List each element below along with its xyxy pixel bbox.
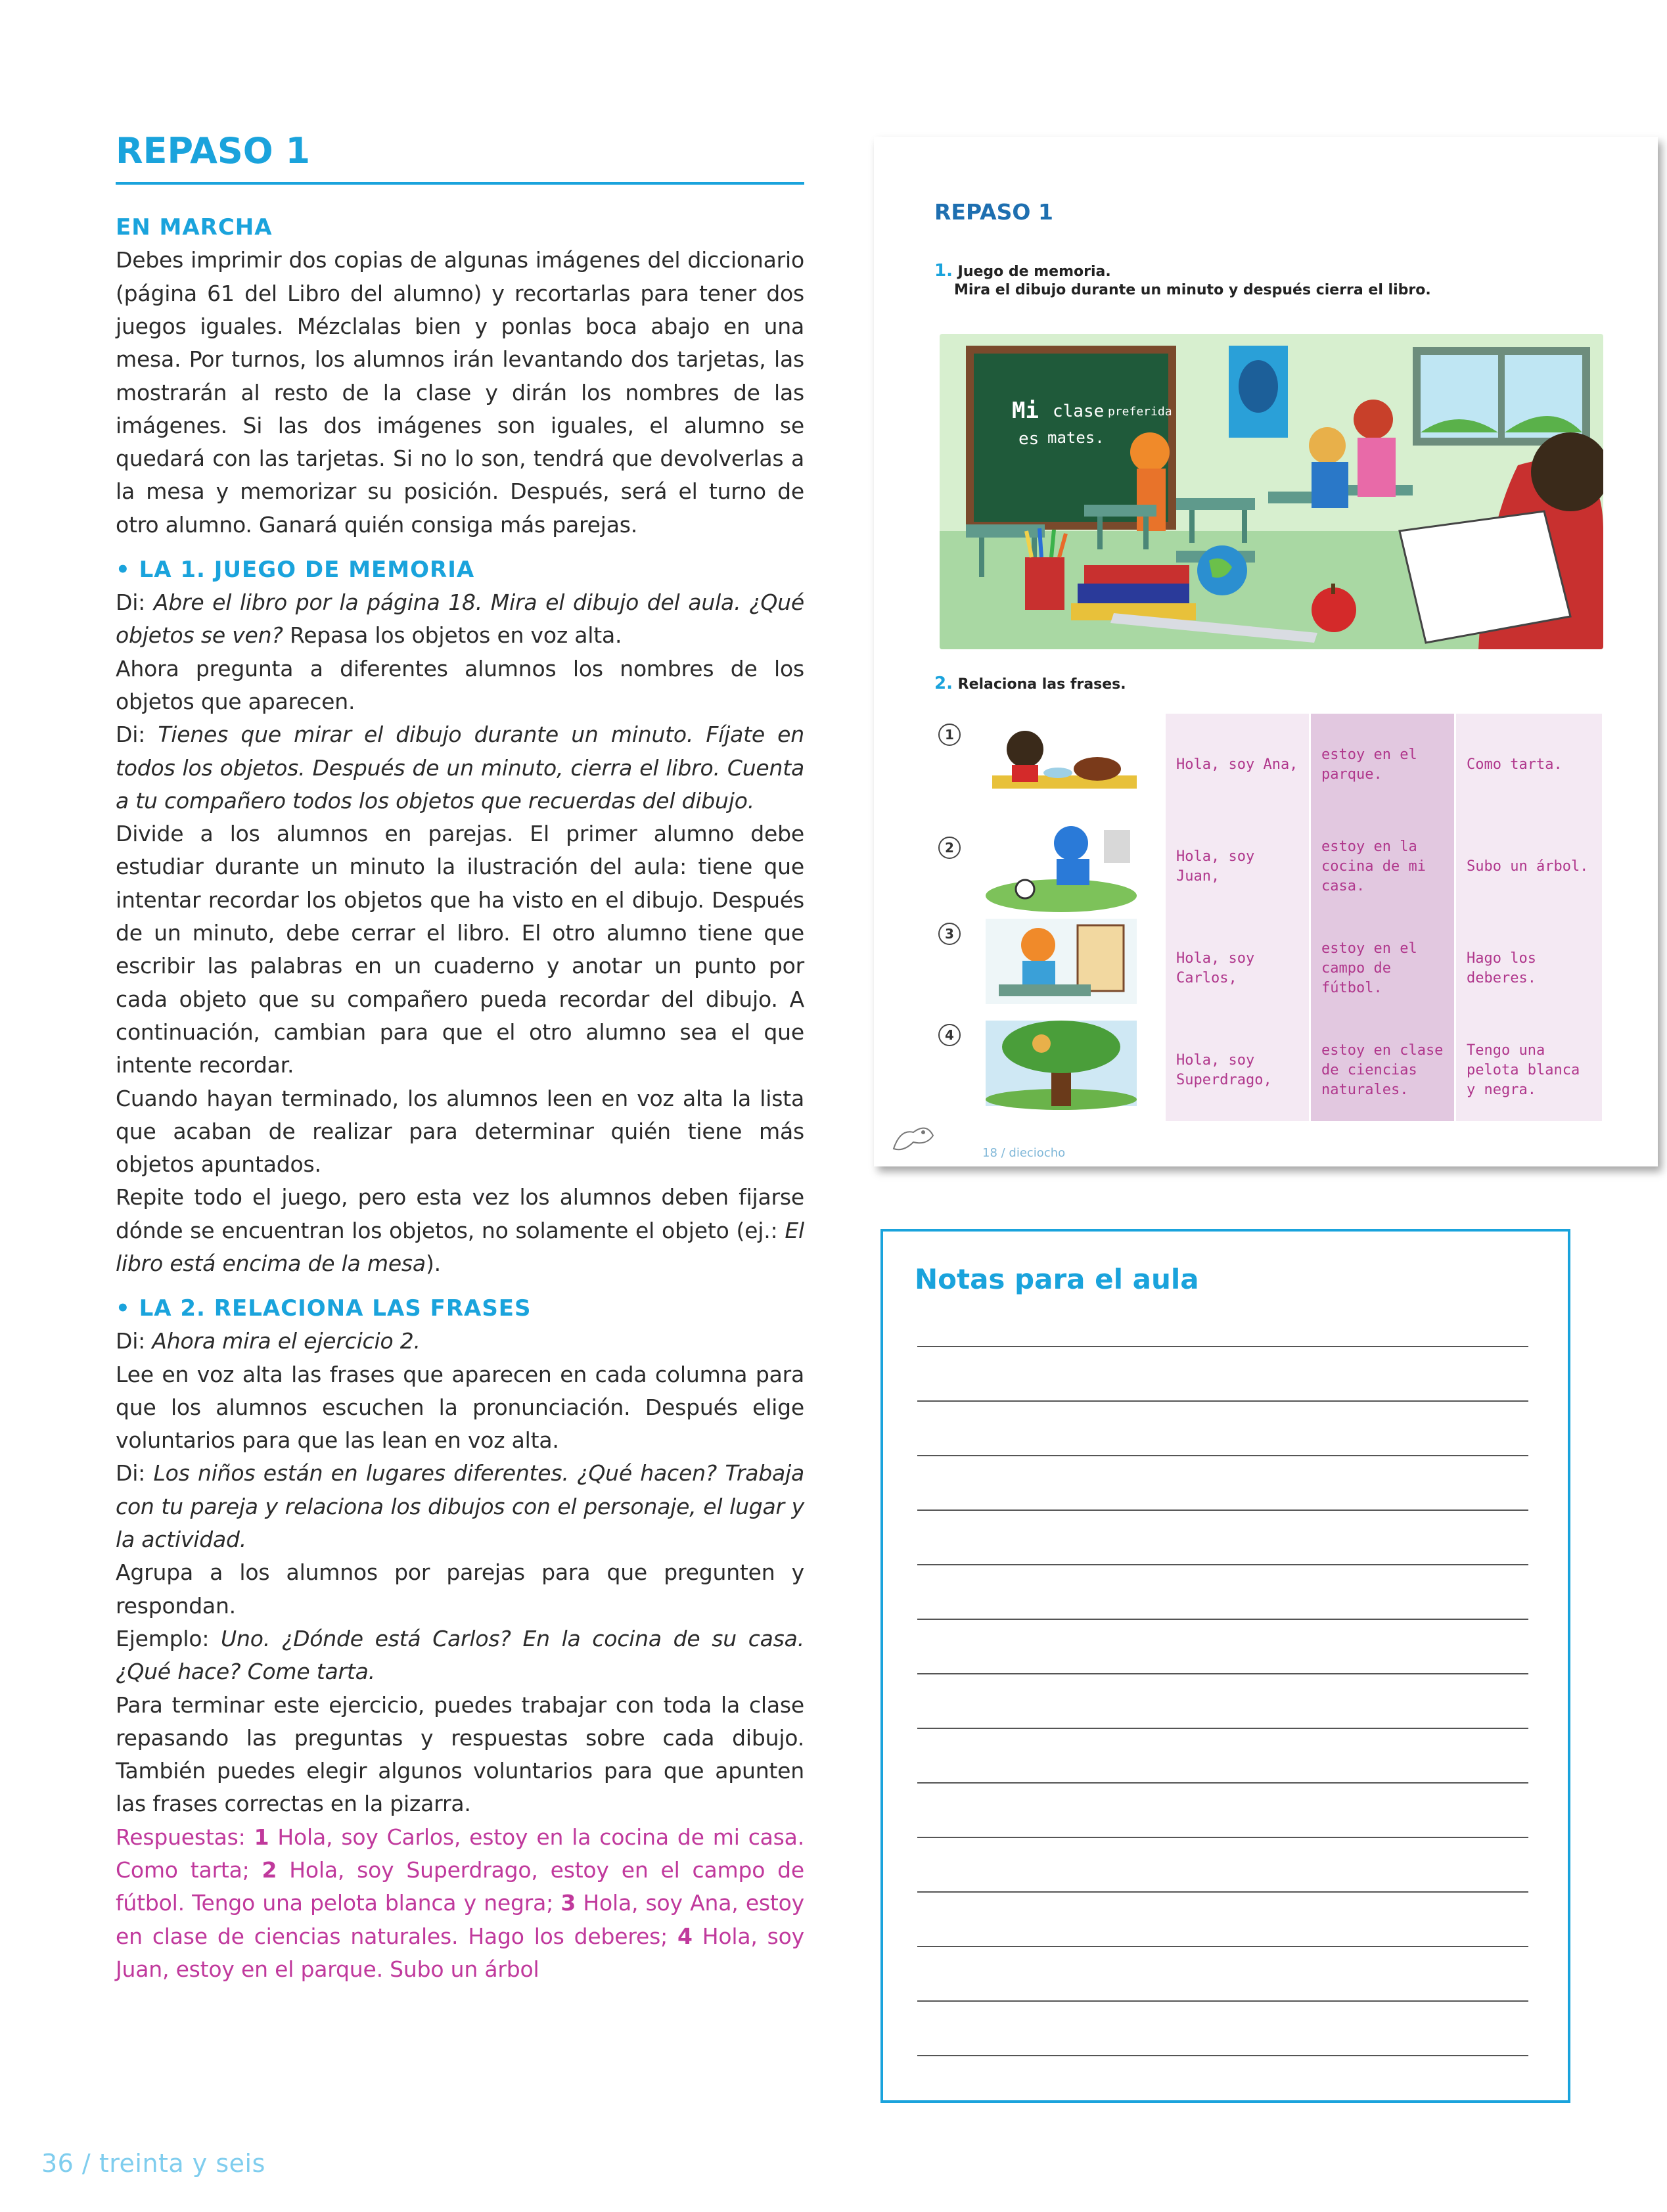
blackboard-text-4: es bbox=[1018, 429, 1039, 449]
dragon-doodle-icon bbox=[887, 1116, 940, 1155]
note-writing-line bbox=[917, 1728, 1528, 1729]
note-writing-line bbox=[917, 1891, 1528, 1893]
book-page-footer: 18 / dieciocho bbox=[982, 1146, 1066, 1160]
book-exercise-2-instruction: 2. Relaciona las frases. bbox=[934, 674, 1126, 693]
notes-title: Notas para el aula bbox=[915, 1263, 1199, 1295]
la1-paragraph-3: Di: Tienes que mirar el dibujo durante un minuto. Fíjate en todos los objetos. Después de un minuto, cierra el libro. Cuenta a tu compañero todos los objetos que recuerdas del dibujo. bbox=[116, 722, 805, 814]
note-writing-line bbox=[917, 1455, 1528, 1456]
table-cell: Hola, soy Carlos, bbox=[1166, 917, 1311, 1019]
note-writing-line bbox=[917, 1619, 1528, 1620]
classroom-notes-box bbox=[880, 1229, 1570, 2103]
la1-paragraph-5: Cuando hayan terminado, los alumnos leen en voz alta la lista que acaban de realizar para determinar quién tiene más objetos apuntados. bbox=[116, 1085, 804, 1178]
blackboard-text-1: Mi bbox=[1012, 398, 1039, 424]
la2-heading: • LA 2. RELACIONA LAS FRASES bbox=[116, 1295, 532, 1322]
picture-1-eating-cake bbox=[979, 710, 1143, 808]
teacher-notes-column bbox=[116, 131, 804, 1986]
en-marcha-heading: EN MARCHA bbox=[116, 214, 273, 241]
number-circle-3: 3 bbox=[938, 923, 961, 945]
table-cell: estoy en el campo de fútbol. bbox=[1311, 917, 1456, 1019]
la1-paragraph-6: Repite todo el juego, pero esta vez los alumnos deben fijarse dónde se encuentran los objetos, no solamente el objeto (ej.: El libro está encima de la mesa). bbox=[116, 1184, 804, 1276]
textbook-page-thumbnail bbox=[874, 137, 1658, 1166]
table-cell: Hola, soy Juan, bbox=[1166, 816, 1311, 917]
la2-paragraph-2: Lee en voz alta las frases que aparecen en cada columna para que los alumnos escuchen la pronunciación. Después elige voluntarios para que las lean en voz alta. bbox=[116, 1361, 804, 1454]
picture-2-football bbox=[979, 817, 1143, 915]
page-title: REPASO 1 bbox=[116, 130, 311, 172]
table-cell: Subo un árbol. bbox=[1456, 816, 1602, 917]
classroom-illustration bbox=[940, 334, 1603, 649]
picture-4-climbing-tree bbox=[979, 1014, 1143, 1113]
note-writing-line bbox=[917, 1564, 1528, 1565]
table-cell: estoy en la cocina de mi casa. bbox=[1311, 816, 1456, 917]
table-cell: estoy en el parque. bbox=[1311, 714, 1456, 816]
matching-table bbox=[1166, 714, 1602, 1121]
la2-paragraph-5: Ejemplo: Uno. ¿Dónde está Carlos? En la cocina de su casa. ¿Qué hace? Come tarta. bbox=[116, 1625, 804, 1685]
note-writing-line bbox=[917, 2000, 1528, 2002]
la2-paragraph-4: Agrupa a los alumnos por parejas para que pregunten y respondan. bbox=[116, 1559, 804, 1619]
book-exercise-1-instruction: 1. Juego de memoria. Mira el dibujo durante un minuto y después cierra el libro. bbox=[934, 261, 1431, 298]
note-writing-line bbox=[917, 1400, 1528, 1402]
la2-paragraph-6: Para terminar este ejercicio, puedes trabajar con toda la clase repasando las preguntas y respuestas sobre cada dibujo. También puedes elegir algunos voluntarios para que apunten las frases correctas en la pizarra. bbox=[116, 1692, 804, 1817]
blackboard-text-5: mates. bbox=[1047, 428, 1105, 447]
number-circle-4: 4 bbox=[938, 1024, 961, 1046]
book-title: REPASO 1 bbox=[934, 199, 1053, 225]
table-cell: Tengo una pelota blanca y negra. bbox=[1456, 1019, 1602, 1121]
en-marcha-text: Debes imprimir dos copias de algunas imágenes del diccionario (página 61 del Libro del alumno) y recortarlas para tener dos juegos iguales. Mézclalas bien y ponlas boca abajo en una mesa. Por turnos, los alumnos irán levantando dos tarjetas, las mostrarán al resto de la clase y dirán los nombres de las imágenes. Si las dos imágenes son iguales, el alumno se quedará con las tarjetas. Si no lo son, tendrá que devolverlas a la mesa y memorizar su posición. Después, será el turno de otro alumno. Ganará quién consiga más parejas. bbox=[116, 247, 804, 538]
answers-text: Respuestas: 1 Hola, soy Carlos, estoy en la cocina de mi casa. Como tarta; 2 Hola, soy Superdrago, estoy en el campo de fútbol. Tengo una pelota blanca y negra; 3 Hola, soy Ana, estoy en clase de ciencias naturales. Hago los deberes; 4 Hola, soy Juan, estoy en el parque. Subo un árbol bbox=[116, 1824, 805, 1982]
la2-paragraph-1: Di: Ahora mira el ejercicio 2. bbox=[116, 1328, 421, 1354]
la1-heading: • LA 1. JUEGO DE MEMORIA bbox=[116, 557, 475, 584]
la1-paragraph-2: Ahora pregunta a diferentes alumnos los nombres de los objetos que aparecen. bbox=[116, 655, 804, 714]
picture-3-science-class bbox=[979, 912, 1143, 1011]
table-cell: estoy en clase de ciencias naturales. bbox=[1311, 1019, 1456, 1121]
table-cell: Hola, soy Superdrago, bbox=[1166, 1019, 1311, 1121]
table-cell: Hago los deberes. bbox=[1456, 917, 1602, 1019]
note-writing-line bbox=[917, 1509, 1528, 1511]
blackboard-text-2: clase bbox=[1053, 402, 1105, 421]
table-cell: Hola, soy Ana, bbox=[1166, 714, 1311, 816]
table-cell: Como tarta. bbox=[1456, 714, 1602, 816]
note-writing-line bbox=[917, 2055, 1528, 2056]
note-writing-line bbox=[917, 1837, 1528, 1838]
la1-paragraph-1: Di: Abre el libro por la página 18. Mira el dibujo del aula. ¿Qué objetos se ven? Repasa los objetos en voz alta. bbox=[116, 589, 804, 649]
note-writing-line bbox=[917, 1346, 1528, 1347]
note-writing-line bbox=[917, 1946, 1528, 1947]
number-circle-1: 1 bbox=[938, 724, 961, 746]
number-circle-2: 2 bbox=[938, 837, 961, 859]
note-writing-line bbox=[917, 1782, 1528, 1784]
la2-paragraph-3: Di: Los niños están en lugares diferentes. ¿Qué hacen? Trabaja con tu pareja y relaciona los dibujos con el personaje, el lugar y la actividad. bbox=[116, 1460, 804, 1553]
la1-paragraph-4: Divide a los alumnos en parejas. El primer alumno debe estudiar durante un minuto la ilustración del aula: tiene que intentar recordar los objetos que ha visto en el dibujo. Después de un minuto, debe cerrar el libro. El otro alumno tiene que escribir las palabras en un cuaderno y anotar un punto por cada objeto que su compañero pueda recordar del dibujo. A continuación, cambian para que el otro alumno sea el que intente recordar. bbox=[116, 821, 804, 1078]
note-writing-line bbox=[917, 1673, 1528, 1674]
blackboard-text-3: preferida bbox=[1108, 405, 1172, 419]
page-number-footer: 36 / treinta y seis bbox=[41, 2149, 265, 2178]
